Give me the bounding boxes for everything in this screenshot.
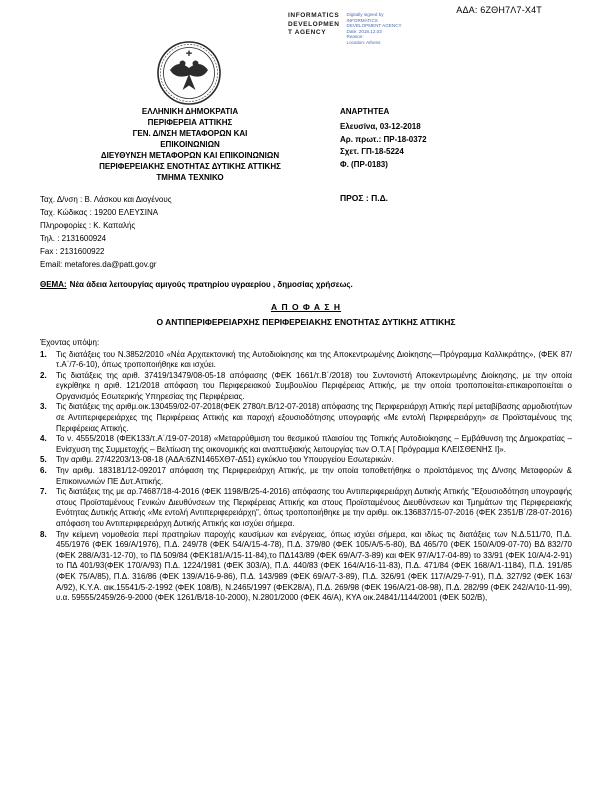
item-text: Την αριθμ. 27/42203/13-08-18 (ΑΔΑ:6ΖΝ1465ΧΘ7-Δ51) εγκύκλιο του Υπουργείου Εσωτερικών. [56,455,394,465]
related-number-line: Σχετ. ΓΠ-18-5224 [340,147,404,156]
item-text: Την αριθμ. 183181/12-092017 απόφαση της Περιφερειάρχη Αττικής, με την οποία τοποθετήθηκε ο προϊστάμενος της Δ/νσης Μεταφορών & Επικοινωνιών ΠΕ Δυτ.Αττικής. [56,466,572,486]
item-text: Το ν. 4555/2018 (ΦΕΚ133/τ.Α΄/19-07-2018) «Μεταρρύθμιση του θεσμικού πλαισίου της Τοπικής Αυτοδιοίκησης – Εμβάθυνση της Δημοκρατίας – Ενίσχυση της Συμμετοχής – Βελτίωση της οικονομικής και αναπτυξιακής λειτουργίας των Ο.Τ.Α [ Πρόγραμμα ΚΛΕΙΣΘΕΝΗΣ Ι]». [56,434,572,454]
decision-title: Α Π Ο Φ Α Σ Η [270,301,342,312]
document-header [0,106,612,183]
subject-label: ΘΕΜΑ: [40,280,67,289]
item-number: 2. [40,370,47,380]
list-item [40,466,572,487]
decision-subtitle: Ο ΑΝΤΙΠΕΡΙΦΕΡΕΙΑΡΧΗΣ ΠΕΡΙΦΕΡΕΙΑΚΗΣ ΕΝΟΤΗΤΑΣ ΔΥΤΙΚΗΣ ΑΤΤΙΚΗΣ [156,316,456,327]
list-item [40,434,572,455]
org-line: ΠΕΡΙΦΕΡΕΙΑ ΑΤΤΙΚΗΣ [147,118,233,127]
digital-signature-stamp [288,12,402,46]
item-number: 3. [40,402,47,412]
preamble-intro: Έχοντας υπόψη: [40,337,100,347]
contact-section [0,193,612,271]
item-number: 1. [40,349,47,359]
item-text: Τις διατάξεις της αριθ. 37419/13479/08-05-18 απόφασης (ΦΕΚ 1661/τ.Β΄/2018) του Συντονιστή Αποκεντρωμένης Διοίκησης, με την οποία εγκρίθηκε η αριθ. 121/2018 απόφαση του Περιφερειακού Συμβουλίου Περιφέρειας Αττικής, με την οποία τροποποιείται-επικαιροποιείται ο Οργανισμός Εσωτερικής Υπηρεσίας της Περιφέρειας. [56,370,572,401]
signature-details: Digitally signed by INFORMATICS DEVELOPMENT AGENCY Date: 2018.12.03 Reason: Location: Athens [346,12,402,45]
signing-agency-label: INFORMATICS DEVELOPMEN T AGENCY [288,12,340,36]
org-line: ΕΛΛΗΝΙΚΗ ΔΗΜΟΚΡΑΤΙΑ [141,107,239,116]
contact-info-line: Πληροφορίες : Κ. Καπαλής [40,221,136,230]
org-line: ΕΠΙΚΟΙΝΩΝΙΩΝ [160,140,220,149]
list-item [40,530,572,604]
anartitea-label: ΑΝΑΡΤΗΤΕΑ [340,107,390,116]
file-number-line: Φ. (ΠΡ-0183) [340,159,388,169]
contact-fax-line: Fax : 2131600922 [40,247,105,256]
org-line: ΓΕΝ. Δ/ΝΣΗ ΜΕΤΑΦΟΡΩΝ ΚΑΙ [132,129,248,138]
org-line: ΠΕΡΙΦΕΡΕΙΑΚΗΣ ΕΝΟΤΗΤΑΣ ΔΥΤΙΚΗΣ ΑΤΤΙΚΗΣ [99,162,281,171]
contact-phone-line: Τηλ. : 2131600924 [40,234,107,243]
item-text: Τις διατάξεις του Ν.3852/2010 «Νέα Αρχιτεκτονική της Αυτοδιοίκησης και της Αποκεντρωμένης Διοίκησης—Πρόγραμμα Καλλικράτης», (ΦΕΚ 87/τ.Α΄/7-6-10), όπως τροποποιήθηκε και ισχύει. [56,349,572,370]
item-number: 8. [40,529,47,539]
hellenic-republic-emblem-icon [156,40,222,106]
item-number: 6. [40,466,47,476]
subject-text: Νέα άδεια λειτουργίας αμιγούς πρατηρίου υγραερίου , δημοσίας χρήσεως. [69,280,353,289]
item-text: Τις διατάξεις της με αρ.74687/18-4-2016 (ΦΕΚ 1198/Β/25-4-2016) απόφασης του Αντιπεριφερειάρχη Δυτικής Αττικής "Εξουσιοδότηση υπογραφής στους Προϊσταμένους Γενικών Διευθύνσεων της Περιφέρειας Αττικής και στους Προϊσταμένους Διευθύνσεων και Τμημάτων της Περιφερειακής Ενότητας Δυτικής Αττικής «Με εντολή Αντιπεριφερειάρχη", όπως τροποποιήθηκε με την αριθμ. οικ.136837/15-07-2016 (ΦΕΚ 2351/Β΄/28-07-2016) απόφαση του Αντιπεριφερειάρχη Δυτικής Αττικής και ισχύει σήμερα. [56,487,572,528]
item-text: Την κείμενη νομοθεσία περί πρατηρίων παροχής καυσίμων και ενέργειας, όπως ισχύει σήμερα, και ιδίως τις διατάξεις των Ν.Δ.511/70, Π.Δ. 455/1976 (ΦΕΚ 169/Α/1976), Π.Δ. 249/78 (ΦΕΚ 54/Α/15-4-78), Π.Δ. 379/80 (ΦΕΚ 105/Α/5-5-80), ΒΔ 465/70 (ΦΕΚ 150/Α/09-07-70) ΒΔ 832/70 (ΦΕΚ 288/Α/31-12-70), το ΠΔ 509/84 (ΦΕΚ181/Α/15-11-84),το ΠΔ143/89 (ΦΕΚ 69/Α/7-3-89) και ΦΕΚ 97/Α/17-04-89) το 33/91 (ΦΕΚ 10/Α/4-2-91) το ΠΔ 401/93(ΦΕΚ 170/Α/93) Π.Δ. 1224/1981 (ΦΕΚ 303/Α), Π.Δ. 440/83 (ΦΕΚ 164/Α/16-11-83), Π.Δ. 471/84 (ΦΕΚ 168/Α/1-1184), Π.Δ. 191/85 (ΦΕΚ 75/Α/85), Π.Δ. 316/86 (ΦΕΚ 139/Α/16-9-86), Π.Δ. 143/989 (ΦΕΚ 69/Α/7-3-89), Π.Δ. 326/91 (ΦΕΚ 117/Α/29-7-91), Π.Δ. 327/92 (ΦΕΚ 163/Α/92), Κ.Υ.Α. αικ.15541/5-2-1992 (ΦΕΚ 108/Β), Ν.2465/1997 (ΦΕΚ28/Α), Π.Δ. 269/98 (ΦΕΚ 196/Α/21-08-98), Π.Δ. 282/99 (ΦΕΚ 242/Α/10-11-99), υ.α. 59555/2459/26-9-2000 (ΦΕΚ 1261/Β/18-10-2000), Ν.2801/2000 (ΦΕΚ 46/Α), ΚΥΑ οικ.24841/1144/2001 (ΦΕΚ 502/Β), [56,529,572,603]
contact-address-line: Ταχ. Δ/νση : Β. Λάσκου και Διογένους [40,195,172,204]
contact-block [40,193,340,271]
contact-postal-line: Ταχ. Κώδικας : 19200 ΕΛΕΥΣΙΝΑ [40,208,159,217]
list-item [40,487,572,529]
org-line: ΔΙΕΥΘΥΝΣΗ ΜΕΤΑΦΟΡΩΝ ΚΑΙ ΕΠΙΚΟΙΝΩΝΙΩΝ [100,151,280,160]
item-text: Τις διατάξεις της αριθμ.οικ.130459/02-07-2018(ΦΕΚ 2780/τ.Β/12-07-2018) απόφασης της Περιφερειάρχη Αττικής περί μεταβίβασης αρμοδιοτήτων σε Αντιπεριφερειάρχες της Περιφέρειας Αττικής και παροχή εξουσιοδότησης υπογραφής «Με εντολή Περιφερειάρχη» σε Προϊσταμένους της Περιφέρειας Αττικής. [56,402,572,433]
list-item [40,350,572,371]
item-number: 4. [40,434,47,444]
legal-basis-list [0,350,612,604]
list-item [40,371,572,403]
issuing-authority-block [40,106,340,183]
org-line: ΤΜΗΜΑ ΤΕΧΝΙΚΟ [156,173,224,182]
list-item [40,455,572,466]
subject-line [0,280,612,291]
item-number: 7. [40,487,47,497]
item-number: 5. [40,455,47,465]
place-date-line: Ελευσίνα, 03-12-2018 [340,122,421,131]
contact-email-line: Email: metafores.da@patt.gov.gr [40,260,157,269]
protocol-number-line: Αρ. πρωτ.: ΠΡ-18-0372 [340,134,427,144]
recipient-line: ΠΡΟΣ : Π.Δ. [340,193,389,203]
protocol-block [340,106,572,183]
list-item [40,402,572,434]
ada-code: ΑΔΑ: 6ΖΘΗ7Λ7-Χ4Τ [456,5,542,15]
